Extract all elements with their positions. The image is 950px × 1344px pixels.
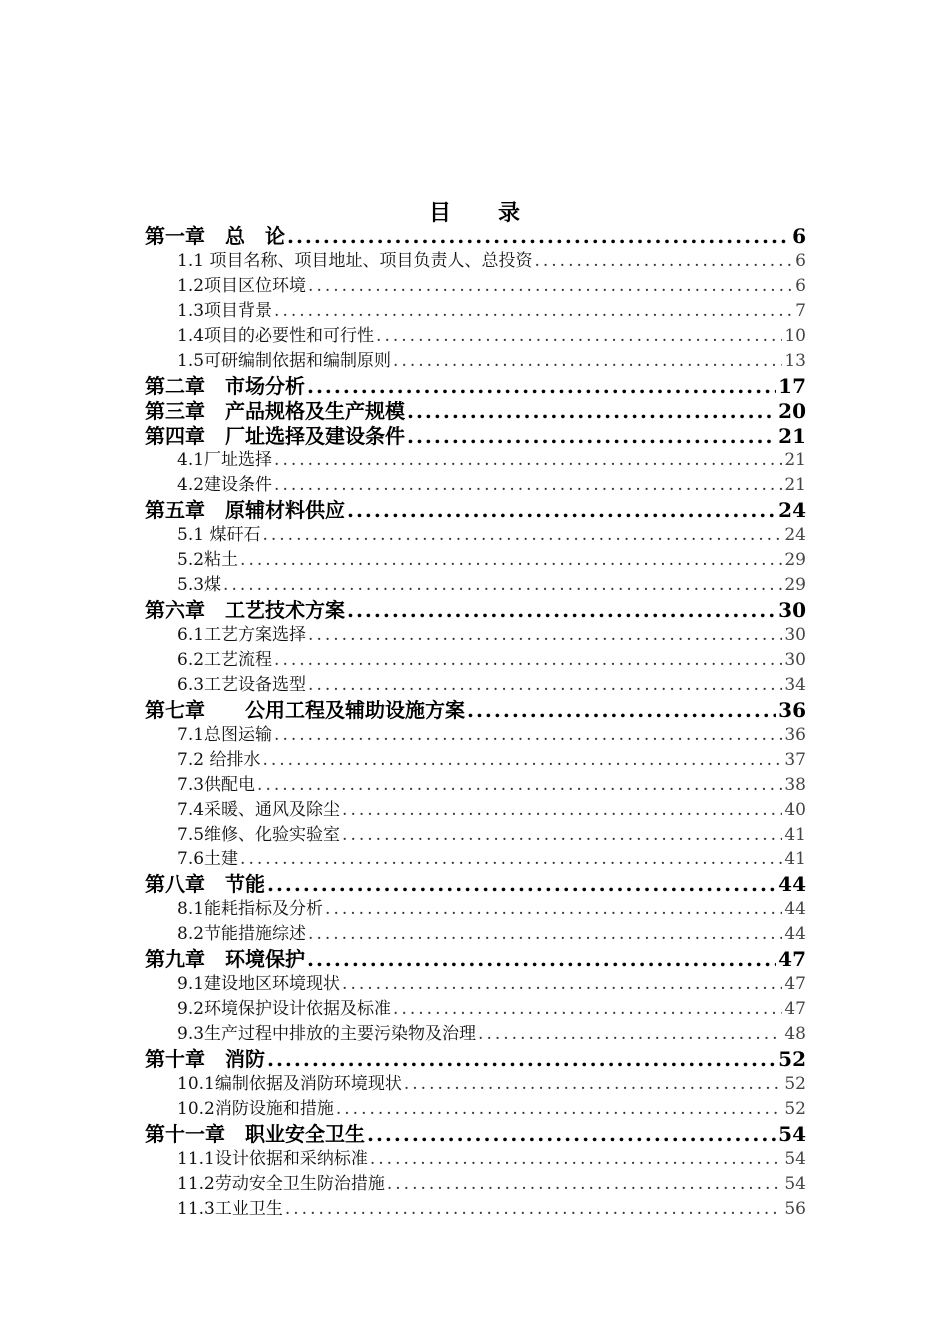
toc-list [145,224,806,1222]
toc-section-entry[interactable] [145,249,806,274]
toc-page-number: 47 [784,999,806,1020]
toc-dot-leader [393,349,782,374]
toc-entry-label: 第七章 公用工程及辅助设施方案 [145,697,465,722]
toc-dot-leader [534,249,793,274]
toc-dot-leader [467,698,776,723]
toc-dot-leader [325,897,782,922]
toc-dot-leader [262,523,782,548]
toc-entry-label: 6.1工艺方案选择 [177,625,307,645]
toc-section-entry[interactable] [145,548,806,573]
toc-dot-leader [240,847,782,872]
toc-section-entry[interactable] [145,274,806,299]
toc-entry-label: 1.5可研编制依据和编制原则 [177,350,392,371]
toc-entry-label: 9.3生产过程中排放的主要污染物及治理 [177,1024,477,1044]
toc-section-entry[interactable] [145,523,806,548]
toc-chapter-entry[interactable] [145,1047,806,1072]
toc-entry-label: 10.2消防设施和措施 [177,1098,334,1119]
toc-page-number: 20 [778,398,806,423]
toc-section-entry[interactable] [145,448,806,473]
toc-section-entry[interactable] [145,1022,806,1047]
toc-entry-label: 11.1设计依据和采纳标准 [177,1148,368,1169]
toc-page-number: 52 [778,1046,806,1071]
toc-entry-label: 8.2节能措施综述 [177,924,307,945]
toc-dot-leader [376,324,782,349]
toc-page-number: 7 [795,300,806,321]
toc-entry-label: 第四章 厂址选择及建设条件 [145,423,405,448]
toc-page-number: 6 [795,275,806,296]
toc-dot-leader [370,1147,783,1172]
toc-page-number: 47 [784,974,806,995]
toc-entry-label: 6.3工艺设备选型 [177,674,307,695]
toc-dot-leader [393,997,782,1022]
toc-section-entry[interactable] [145,897,806,922]
toc-title: 目 录 [428,200,521,226]
toc-page-number: 54 [784,1148,806,1169]
toc-page-number: 29 [784,575,806,596]
toc-section-entry[interactable] [145,648,806,673]
toc-page-number: 40 [784,799,806,820]
toc-entry-label: 6.2工艺流程 [177,649,273,670]
toc-page-number: 36 [784,724,806,745]
toc-entry-label: 第八章 节能 [145,872,265,897]
toc-page-number: 36 [778,697,806,722]
toc-entry-label: 第六章 工艺技术方案 [145,598,345,623]
toc-dot-leader [274,448,782,473]
toc-entry-label: 第二章 市场分析 [145,373,305,398]
toc-entry-label: 9.1建设地区环境现状 [177,974,341,995]
toc-dot-leader [308,673,782,698]
toc-page-number: 30 [784,625,806,645]
toc-dot-leader [307,374,776,399]
toc-dot-leader [342,823,782,848]
toc-section-entry[interactable] [145,798,806,823]
toc-entry-label: 11.3工业卫生 [177,1198,283,1219]
toc-section-entry[interactable] [145,997,806,1022]
toc-section-entry[interactable] [145,922,806,947]
toc-dot-leader [404,1072,783,1097]
toc-entry-label: 第十章 消防 [145,1046,265,1071]
toc-entry-label: 7.1总图运输 [177,724,273,745]
toc-page-number: 37 [784,749,806,770]
toc-page-number: 6 [795,250,806,271]
toc-entry-label: 10.1编制依据及消防环境现状 [177,1073,402,1094]
toc-dot-leader [387,1172,783,1197]
toc-dot-leader [223,573,782,598]
toc-section-entry[interactable] [145,1097,806,1122]
toc-page-number: 29 [784,550,806,571]
toc-page-number: 56 [784,1198,806,1219]
toc-page-number: 52 [784,1098,806,1119]
toc-entry-label: 5.1 煤矸石 [177,525,261,546]
toc-dot-leader [347,498,776,523]
toc-dot-leader [342,972,782,997]
toc-section-entry[interactable] [145,573,806,598]
toc-entry-label: 5.2粘土 [177,550,239,571]
toc-entry-label: 8.1能耗指标及分析 [177,899,324,920]
toc-section-entry[interactable] [145,1072,806,1097]
toc-entry-label: 7.6土建 [177,849,239,870]
toc-dot-leader [274,299,793,324]
toc-dot-leader [257,773,782,798]
toc-dot-leader [274,473,782,498]
toc-entry-label: 1.2项目区位环境 [177,275,307,296]
toc-section-entry[interactable] [145,773,806,798]
toc-page-number: 6 [792,224,806,248]
toc-entry-label: 5.3煤 [177,575,222,596]
toc-page-number: 54 [778,1121,806,1146]
toc-page-number: 38 [784,774,806,795]
toc-chapter-entry[interactable] [145,498,806,523]
toc-entry-label: 4.1厂址选择 [177,450,273,471]
toc-page-number: 10 [784,325,806,346]
toc-dot-leader [274,648,782,673]
toc-section-entry[interactable] [145,623,806,648]
toc-page-number: 54 [784,1173,806,1194]
toc-chapter-entry[interactable] [145,698,806,723]
toc-dot-leader [342,798,782,823]
toc-dot-leader [267,1047,776,1072]
toc-page-number: 48 [784,1024,806,1044]
toc-section-entry[interactable] [145,299,806,324]
toc-page-number: 30 [778,598,806,623]
toc-chapter-entry[interactable] [145,872,806,897]
toc-page-number: 47 [778,947,806,972]
toc-section-entry[interactable] [145,324,806,349]
toc-entry-label: 7.4采暖、通风及除尘 [177,799,341,820]
toc-page-number: 44 [784,899,806,920]
toc-chapter-entry[interactable] [145,947,806,972]
toc-entry-label: 11.2劳动安全卫生防治措施 [177,1173,385,1194]
toc-dot-leader [262,748,782,773]
toc-dot-leader [336,1097,783,1122]
toc-dot-leader [407,399,776,424]
toc-page-number: 41 [784,849,806,870]
toc-page-number: 24 [778,498,806,523]
toc-dot-leader [478,1022,782,1047]
toc-section-entry[interactable] [145,1172,806,1197]
toc-dot-leader [240,548,782,573]
toc-page-number: 30 [784,649,806,670]
toc-section-entry[interactable] [145,1197,806,1222]
toc-entry-label: 7.3供配电 [177,774,256,795]
toc-entry-label: 1.1 项目名称、项目地址、项目负责人、总投资 [177,250,533,271]
toc-entry-label: 第五章 原辅材料供应 [145,498,345,523]
toc-entry-label: 4.2建设条件 [177,475,273,496]
toc-entry-label: 7.5维修、化验实验室 [177,824,341,845]
toc-dot-leader [347,598,776,623]
toc-section-entry[interactable] [145,1147,806,1172]
toc-page-number: 44 [778,872,806,897]
toc-page-number: 21 [778,423,806,448]
toc-page-number: 24 [784,525,806,546]
toc-dot-leader [308,922,782,947]
toc-entry-label: 第一章 总 论 [145,224,285,248]
toc-dot-leader [308,623,782,648]
toc-chapter-entry[interactable] [145,224,806,249]
toc-page-number: 13 [784,350,806,371]
toc-section-entry[interactable] [145,673,806,698]
toc-section-entry[interactable] [145,748,806,773]
toc-chapter-entry[interactable] [145,374,806,399]
toc-dot-leader [274,723,782,748]
toc-chapter-entry[interactable] [145,399,806,424]
toc-entry-label: 第三章 产品规格及生产规模 [145,398,405,423]
toc-dot-leader [285,1197,783,1222]
toc-entry-label: 1.3项目背景 [177,300,273,321]
toc-entry-label: 第九章 环境保护 [145,947,305,972]
toc-dot-leader [307,947,776,972]
toc-dot-leader [267,872,776,897]
toc-entry-label: 9.2环境保护设计依据及标准 [177,999,392,1020]
toc-section-entry[interactable] [145,473,806,498]
toc-dot-leader [407,424,776,449]
toc-section-entry[interactable] [145,972,806,997]
toc-page-number: 21 [784,475,806,496]
toc-chapter-entry[interactable] [145,598,806,623]
toc-chapter-entry[interactable] [145,1122,806,1147]
toc-dot-leader [308,274,793,299]
toc-section-entry[interactable] [145,723,806,748]
toc-section-entry[interactable] [145,349,806,374]
toc-page-number: 21 [784,450,806,471]
toc-entry-label: 1.4项目的必要性和可行性 [177,325,375,346]
toc-page-number: 52 [784,1073,806,1094]
toc-dot-leader [367,1122,776,1147]
toc-page-number: 41 [784,824,806,845]
toc-entry-label: 第十一章 职业安全卫生 [145,1121,365,1146]
toc-dot-leader [287,224,790,249]
toc-page-number: 17 [778,373,806,398]
toc-entry-label: 7.2 给排水 [177,749,261,770]
toc-page-number: 44 [784,924,806,945]
toc-section-entry[interactable] [145,847,806,872]
toc-page-number: 34 [784,674,806,695]
toc-chapter-entry[interactable] [145,424,806,449]
toc-section-entry[interactable] [145,823,806,848]
